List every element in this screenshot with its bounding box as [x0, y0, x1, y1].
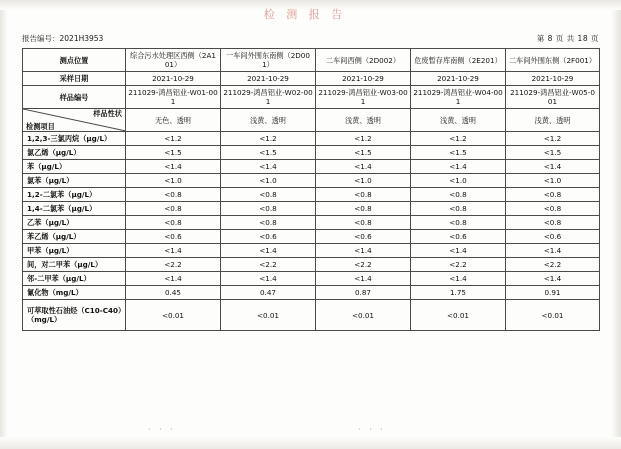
item-value: <1.0	[126, 174, 221, 188]
item-value: <1.4	[411, 160, 506, 174]
item-value: <1.4	[316, 272, 411, 286]
item-value: <0.8	[506, 202, 600, 216]
item-value: <0.6	[316, 230, 411, 244]
item-value: <1.4	[126, 244, 221, 258]
item-value: <0.8	[316, 188, 411, 202]
item-name: 乙苯（μg/L）	[23, 216, 126, 230]
cell-property-4: 浅黄、透明	[411, 109, 506, 132]
item-name: 苯乙烯（μg/L）	[23, 230, 126, 244]
item-value: <0.8	[126, 216, 221, 230]
item-name: 氯苯（μg/L）	[23, 174, 126, 188]
scan-edge-right	[611, 0, 621, 449]
item-value: <1.5	[126, 146, 221, 160]
cell-location-4: 危废暂存库南侧（2E201）	[411, 49, 506, 72]
cell-property-1: 无色、透明	[126, 109, 221, 132]
item-value: <0.8	[221, 188, 316, 202]
table-row	[23, 188, 600, 202]
item-value: <0.8	[221, 216, 316, 230]
cell-location-3: 二车间西侧（2D002）	[316, 49, 411, 72]
table-row	[23, 300, 600, 331]
row-label-sampling-location: 测点位置	[23, 49, 126, 72]
item-name: 氰化物（mg/L）	[23, 286, 126, 300]
item-value: <2.2	[506, 258, 600, 272]
scan-edge-bottom	[0, 437, 621, 449]
item-value: <1.4	[506, 160, 600, 174]
item-name: 苯（μg/L）	[23, 160, 126, 174]
item-value: <0.01	[126, 300, 221, 331]
item-value: 0.47	[221, 286, 316, 300]
item-value: <2.2	[221, 258, 316, 272]
item-value: <0.6	[506, 230, 600, 244]
results-table	[22, 48, 600, 331]
page-header	[22, 33, 599, 45]
footer-dots-left: · · ·	[148, 425, 176, 434]
item-value: <1.4	[126, 160, 221, 174]
cell-date-1: 2021-10-29	[126, 72, 221, 86]
item-value: <1.4	[221, 244, 316, 258]
table-row	[23, 230, 600, 244]
item-value: <1.4	[316, 160, 411, 174]
item-value: <1.0	[411, 174, 506, 188]
corner-header-cell	[23, 109, 126, 132]
item-value: <1.5	[411, 146, 506, 160]
item-value: <0.8	[126, 188, 221, 202]
corner-label-test-item: 检测项目	[26, 122, 55, 131]
red-stamp-text: 检 测 报 告	[263, 8, 347, 21]
table-row	[23, 146, 600, 160]
row-label-sampling-date: 采样日期	[23, 72, 126, 86]
item-value: <2.2	[126, 258, 221, 272]
item-value: <0.01	[411, 300, 506, 331]
item-value: 0.87	[316, 286, 411, 300]
table-row	[23, 132, 600, 146]
cell-location-5: 二车间外围东侧（2F001）	[506, 49, 600, 72]
item-name: 1,4-二氯苯（μg/L）	[23, 202, 126, 216]
cell-sample-no-2: 211029-鸿昌铝业-W02-001	[221, 86, 316, 109]
item-name: 邻-二甲苯（μg/L）	[23, 272, 126, 286]
item-value: <1.4	[126, 272, 221, 286]
item-value: <0.6	[411, 230, 506, 244]
item-value: <1.2	[411, 132, 506, 146]
scan-edge-left	[0, 0, 8, 449]
item-value: <1.0	[221, 174, 316, 188]
table-row	[23, 174, 600, 188]
cell-sample-no-1: 211029-鸿昌铝业-W01-001	[126, 86, 221, 109]
table-row	[23, 258, 600, 272]
item-value: <1.0	[506, 174, 600, 188]
item-name: 氯乙烯（μg/L）	[23, 146, 126, 160]
item-name: 间，对二甲苯（μg/L）	[23, 258, 126, 272]
item-value: <1.4	[506, 272, 600, 286]
table-row-location	[23, 49, 600, 72]
item-value: <0.8	[411, 188, 506, 202]
item-value: <1.4	[411, 272, 506, 286]
table-row	[23, 202, 600, 216]
cell-property-3: 浅黄、透明	[316, 109, 411, 132]
item-value: <1.4	[221, 272, 316, 286]
cell-property-2: 浅黄、透明	[221, 109, 316, 132]
item-value: 1.75	[411, 286, 506, 300]
item-value: <0.6	[221, 230, 316, 244]
item-value: <0.8	[126, 202, 221, 216]
item-value: <1.5	[316, 146, 411, 160]
table-row	[23, 286, 600, 300]
item-value: <2.2	[411, 258, 506, 272]
item-value: <1.4	[221, 160, 316, 174]
table-row	[23, 216, 600, 230]
table-row-sample-no	[23, 86, 600, 109]
item-value: <0.01	[506, 300, 600, 331]
item-value: <1.2	[126, 132, 221, 146]
cell-sample-no-4: 211029-鸿昌铝业-W04-001	[411, 86, 506, 109]
item-value: <1.5	[506, 146, 600, 160]
table-row-date	[23, 72, 600, 86]
item-value: <0.01	[316, 300, 411, 331]
table-row	[23, 272, 600, 286]
cell-location-2: 一车间外围东南侧（2D001）	[221, 49, 316, 72]
table-row	[23, 244, 600, 258]
item-value: <0.8	[506, 188, 600, 202]
item-value: <1.0	[316, 174, 411, 188]
footer-dots-right: · · ·	[358, 425, 386, 434]
cell-sample-no-5: 211029-鸿昌铝业-W05-001	[506, 86, 600, 109]
cell-sample-no-3: 211029-鸿昌铝业-W03-001	[316, 86, 411, 109]
item-value: <1.5	[221, 146, 316, 160]
table-row-property	[23, 109, 600, 132]
item-value: <1.4	[316, 244, 411, 258]
cell-property-5: 浅黄、透明	[506, 109, 600, 132]
item-value: <0.8	[316, 202, 411, 216]
item-name: 可萃取性石油烃（C10-C40）（mg/L）	[23, 300, 126, 331]
item-value: <2.2	[316, 258, 411, 272]
cell-date-4: 2021-10-29	[411, 72, 506, 86]
item-name: 1,2,3-三氯丙烷（μg/L）	[23, 132, 126, 146]
item-value: 0.45	[126, 286, 221, 300]
item-value: <1.4	[411, 244, 506, 258]
item-name: 甲苯（μg/L）	[23, 244, 126, 258]
page-number: 第 8 页 共 18 页	[536, 34, 599, 43]
corner-label-sample-property: 样品性状	[93, 109, 122, 118]
item-value: <1.2	[221, 132, 316, 146]
item-name: 1,2-二氯苯（μg/L）	[23, 188, 126, 202]
cell-date-3: 2021-10-29	[316, 72, 411, 86]
cell-date-2: 2021-10-29	[221, 72, 316, 86]
item-value: <0.6	[126, 230, 221, 244]
item-value: <0.8	[506, 216, 600, 230]
item-value: <0.8	[411, 216, 506, 230]
item-value: <0.01	[221, 300, 316, 331]
item-value: <1.2	[506, 132, 600, 146]
cell-location-1: 综合污水处理区西侧（2A101）	[126, 49, 221, 72]
table-row	[23, 160, 600, 174]
item-value: <0.8	[221, 202, 316, 216]
cell-date-5: 2021-10-29	[506, 72, 600, 86]
report-number: 报告编号：2021H3953	[22, 34, 104, 43]
page-footer	[0, 425, 621, 435]
item-value: <1.4	[506, 244, 600, 258]
item-value: <1.2	[316, 132, 411, 146]
item-value: 0.91	[506, 286, 600, 300]
item-value: <0.8	[411, 202, 506, 216]
row-label-sample-no: 样品编号	[23, 86, 126, 109]
item-value: <0.8	[316, 216, 411, 230]
